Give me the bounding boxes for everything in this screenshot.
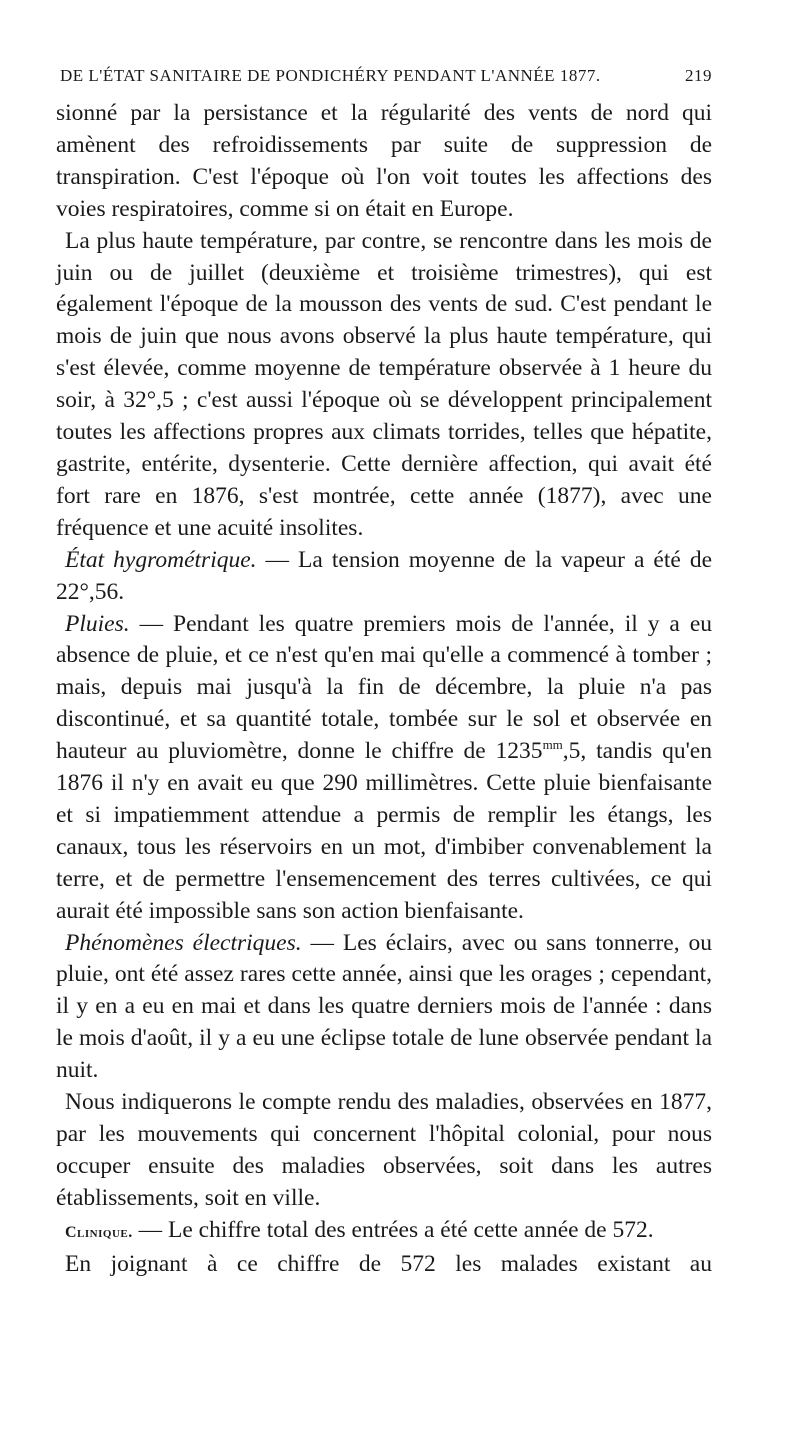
document-page — [56, 66, 712, 1281]
paragraph-continuation: En joignant à ce chiffre de 572 les malades existant au — [65, 1250, 712, 1277]
heading-rain: Pluies. — [65, 610, 130, 637]
text-electric: — Les éclairs, avec ou sans tonnerre, ou pluie, ont été assez rares cette année, ainsi que les orages ; cependant, il y en a eu en mai et dans les quatre derniers mois de l'année : dans le mois d'août, il y a eu une éclipse totale de lune observée pendant la nuit. — [56, 929, 712, 1084]
text-rain-a: — Pendant les quatre premiers mois de l'année, il y a eu absence de pluie, et ce n'est qu'en mai qu'elle a commencé à tomber ; mais, depuis mai jusqu'à la fin de décembre, la pluie n'a pas discontinué, et sa quantité totale, tombée sur le sol et observée en hauteur au pluviomètre, donne le chiffre de 1235 — [56, 610, 712, 765]
unit-superscript: mm — [542, 737, 563, 753]
heading-hygrometric: État hygrométrique. — [65, 546, 257, 573]
heading-clinic: Clinique. — [65, 1223, 133, 1241]
paragraph-rain — [56, 609, 712, 928]
heading-electric: Phénomènes électriques. — [65, 929, 302, 956]
body-text — [56, 98, 712, 1281]
paragraph-respiratory: sionné par la persistance et la régularité des vents de nord qui amènent des refroidissements par suite de suppression de transpiration. C'est l'époque où l'on voit toutes les affections des voies respiratoires, comme si on était en Europe. — [56, 100, 712, 222]
paragraph-hygrometric — [56, 545, 712, 609]
text-hygrometric: — La tension moyenne de la vapeur a été de 22°,56. — [56, 546, 713, 605]
running-title: DE L'ÉTAT SANITAIRE DE PONDICHÉRY PENDANT L'ANNÉE 1877. — [60, 66, 601, 85]
text-rain-b: ,5, tandis qu'en 1876 il n'y en avait eu que 290 millimètres. Cette pluie bienfaisante et si impatiemment attendue a permis de remplir les étangs, les canaux, tous les réservoirs en un mot, d'imbiber convenablement la terre, et de permettre l'ensemencement des terres cultivées, ce qui aurait été impossible sans son action bienfaisante. — [56, 738, 712, 924]
paragraph-clinic — [56, 1215, 712, 1249]
text-clinic: — Le chiffre total des entrées a été cette année de 572. — [132, 1216, 654, 1243]
page-header — [56, 66, 712, 96]
paragraph-electric — [56, 928, 712, 1088]
paragraph-temperature: La plus haute température, par contre, se rencontre dans les mois de juin ou de juillet (deuxième et troisième trimestres), qui est également l'époque de la mousson des vents de sud. C'est pendant le mois de juin que nous avons observé la plus haute température, qui s'est élevée, comme moyenne de température observée à 1 heure du soir, à 32°,5 ; c'est aussi l'époque où se développent principalement toutes les affections propres aux climats torrides, telles que hépatite, gastrite, entérite, dysenterie. Cette dernière affection, qui avait été fort rare en 1876, s'est montrée, cette année (1877), avec une fréquence et une acuité insolites. — [56, 227, 712, 541]
paragraph-diseases: Nous indiquerons le compte rendu des maladies, observées en 1877, par les mouvements qui concernent l'hôpital colonial, pour nous occuper ensuite des maladies observées, soit dans les autres établissements, soit en ville. — [56, 1089, 712, 1211]
page-number: 219 — [685, 66, 712, 85]
